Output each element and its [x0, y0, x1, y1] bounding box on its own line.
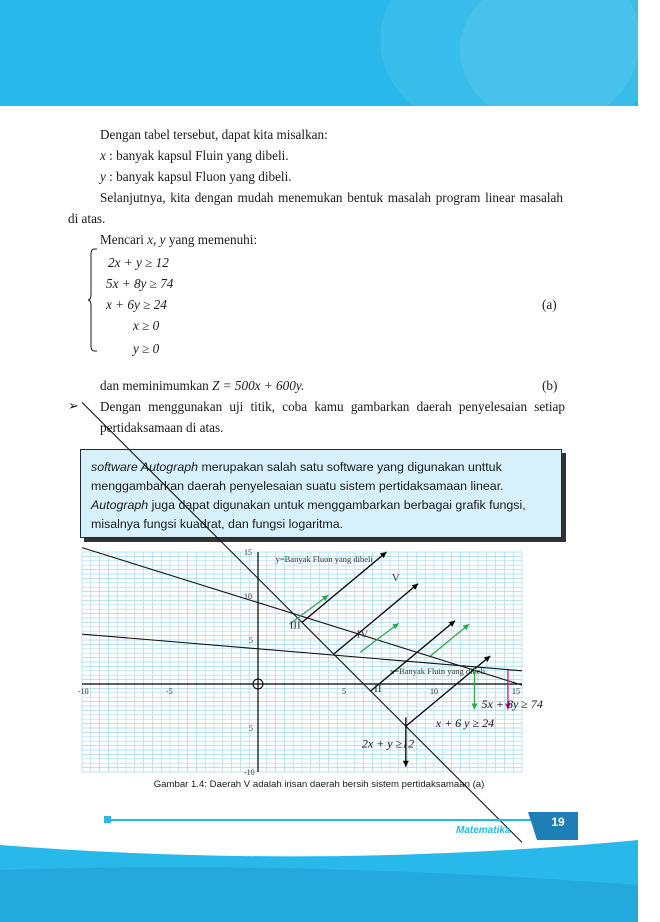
figure-caption: Gambar 1.4: Daerah V adalah irisan daerah bersih sistem pertidaksamaan (a) — [153, 779, 485, 790]
info-callout — [80, 449, 562, 538]
x-tick-label: 15 — [512, 687, 520, 696]
constraint-2: 5x + 8y ≥ 74 — [106, 276, 174, 291]
objective-expression: Z = 500x + 600y. — [212, 378, 305, 393]
y-tick-label: -10 — [244, 768, 255, 777]
region-label: II — [374, 682, 382, 695]
y-tick-label: 5 — [249, 636, 253, 645]
objective-prefix: dan meminimumkan — [100, 378, 213, 393]
bullet-text: Dengan menggunakan uji titik, coba kamu gambarkan daerah penyelesaian setiap pertidaksamaan di atas. — [100, 399, 565, 435]
y-tick-label: 15 — [244, 548, 252, 557]
x-def-text: : banyak kapsul Fluin yang dibeli. — [105, 148, 289, 163]
x-tick-label: 10 — [430, 687, 438, 696]
callout-software-2: Autograph — [91, 498, 149, 512]
seek-vars: x, y — [147, 232, 166, 247]
y-tick-label: 10 — [244, 592, 252, 601]
footer-rule — [108, 819, 533, 821]
system-brace — [88, 248, 98, 352]
footer-rule-dot — [104, 816, 111, 823]
header-band — [0, 0, 638, 106]
y-tick-label: 5 — [249, 724, 253, 733]
callout-text-1: merupakan salah satu software yang digunakan unttuk menggambarkan daerah penyelesaian suatu sistem pertidaksamaan linear. — [91, 460, 504, 493]
constraint-4: x ≥ 0 — [133, 318, 160, 333]
seek-suffix: yang memenuhi: — [165, 232, 258, 247]
seek-line — [100, 232, 257, 248]
y-def-text: : banyak kapsul Fluon yang dibeli. — [105, 169, 292, 184]
x-tick-label: -10 — [78, 687, 89, 696]
seek-prefix: Mencari — [100, 232, 148, 247]
constraint-5: y ≥ 0 — [133, 341, 160, 356]
page-number: 19 — [551, 815, 565, 829]
region-label: IV — [356, 628, 369, 641]
inequality-label: 2x + y ≥12 — [361, 736, 415, 751]
x-tick-label: -5 — [166, 687, 173, 696]
region-label: III — [289, 619, 301, 632]
inequality-graph — [78, 548, 543, 777]
paragraph: Selanjutnya, kita dengan mudah menemukan bentuk masalah program linear masalah di atas. — [68, 190, 563, 226]
constraint-3: x + 6y ≥ 24 — [106, 297, 167, 312]
y-variable: y — [100, 169, 106, 184]
system-label: (a) — [542, 297, 557, 312]
constraint-1: 2x + y ≥ 12 — [108, 255, 169, 270]
x-tick-label: 5 — [342, 687, 346, 696]
footer-book-title: Matematika — [456, 825, 511, 836]
callout-text-2: juga dapat digunakan untuk menggambarkan berbagai grafik fungsi, misalnya fungsi kuadrat, dan fungsi logaritma. — [91, 498, 526, 531]
inequality-label: 5x + 8y ≥ 74 — [481, 696, 543, 711]
intro-line: Dengan tabel tersebut, dapat kita misalkan: — [100, 127, 328, 142]
objective-label: (b) — [542, 378, 558, 393]
callout-software-1: software Autograph — [91, 460, 198, 474]
y-axis-label: y=Banyak Fluon yang dibeli — [275, 554, 373, 564]
y-definition — [100, 169, 292, 185]
bullet-arrow-icon: ➢ — [68, 398, 80, 413]
region-label: V — [391, 572, 400, 585]
x-axis-label: x=Banyak Fluin yang dibeli — [390, 666, 486, 677]
x-variable: x — [100, 148, 106, 163]
x-definition — [100, 148, 289, 164]
objective-line — [100, 378, 304, 394]
inequality-label: x + 6 y ≥ 24 — [435, 716, 495, 731]
